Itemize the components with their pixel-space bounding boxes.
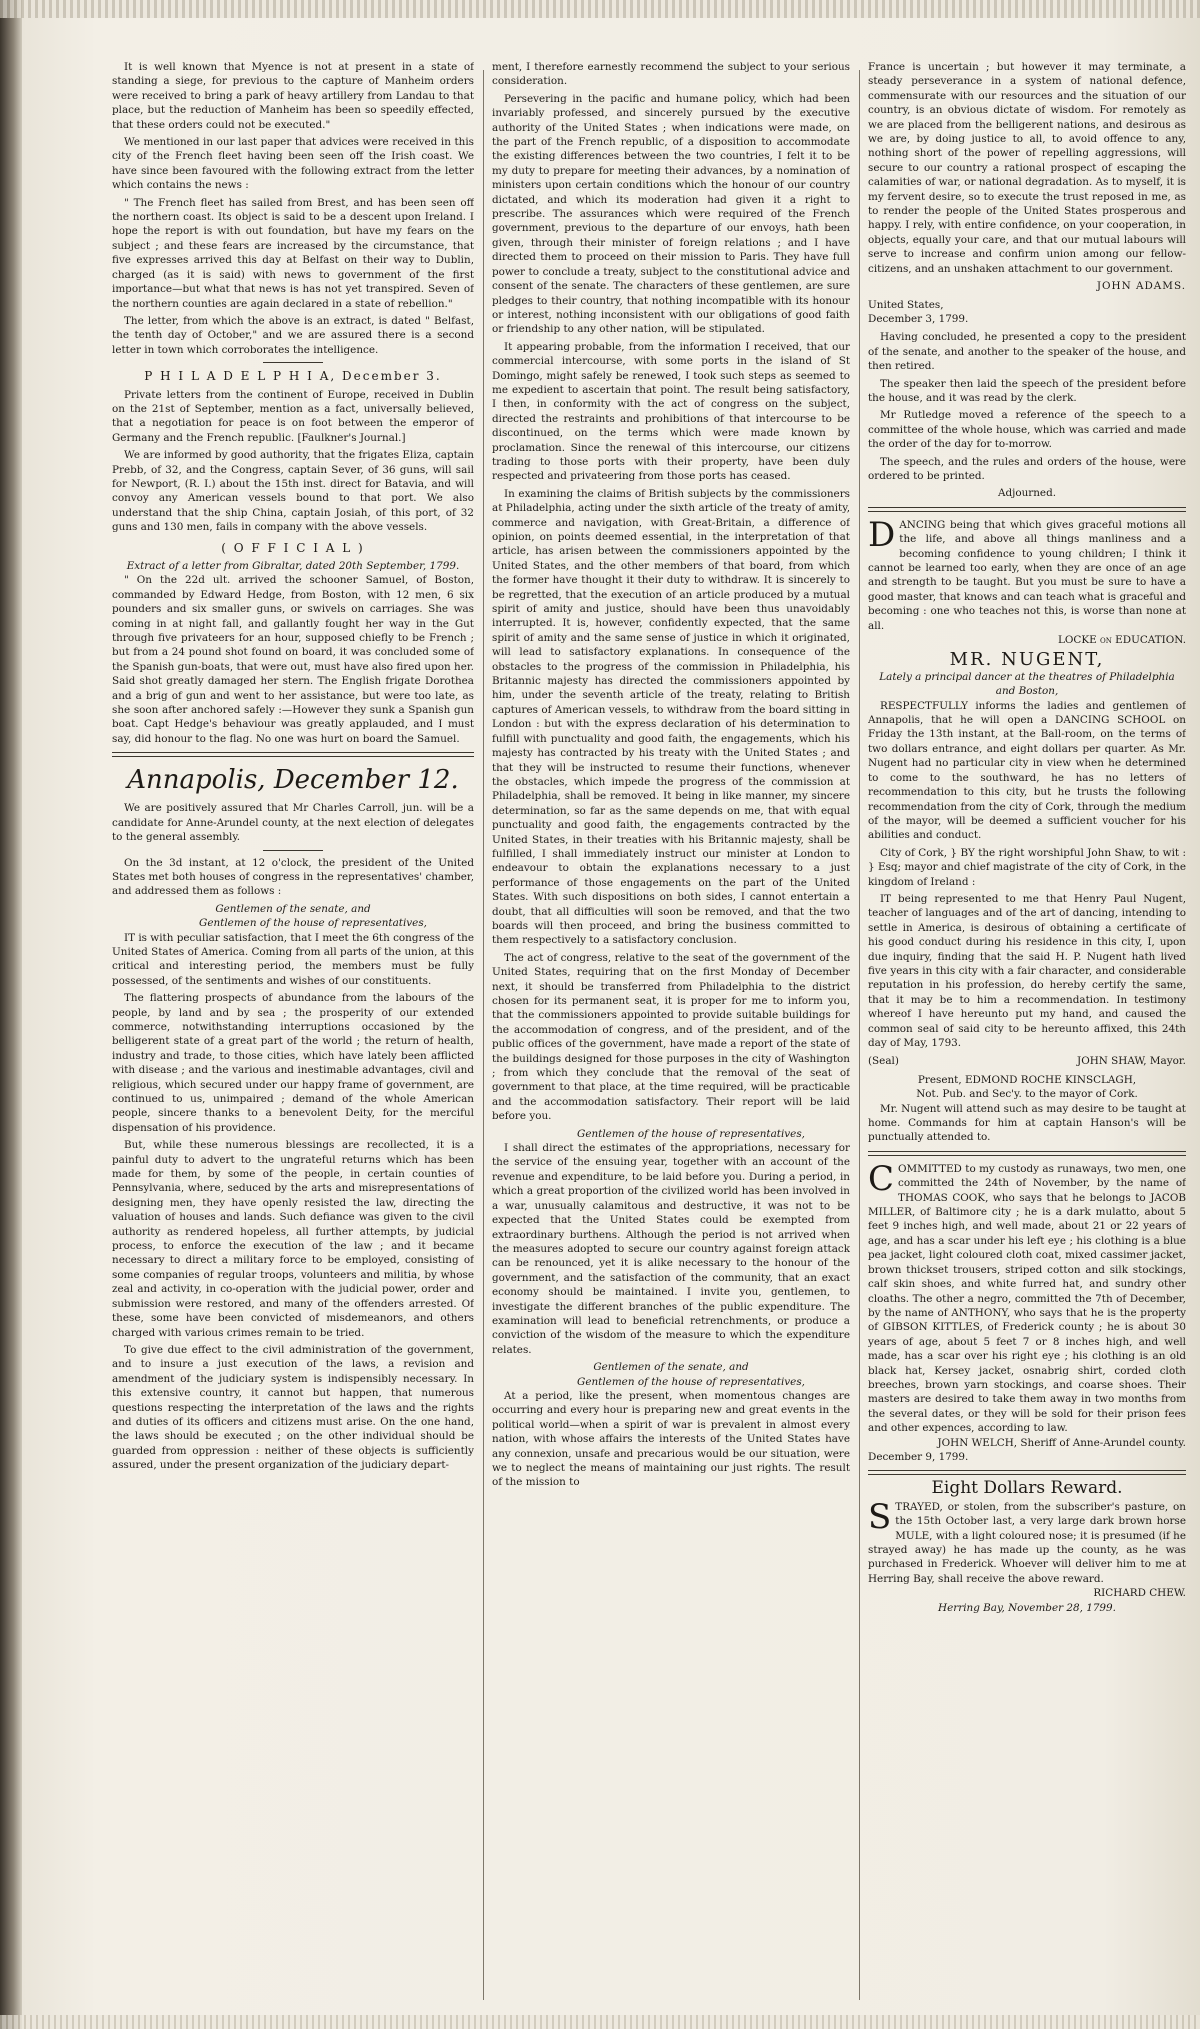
speech-pennsylvania: But, while these numerous blessings are recollected, it is a painful duty to advert to the ungrateful returns which has been made for them, by some of the people, in certain counties of Pennsylvania, where, seduced by the arts and misrepresentations of designing men, they have openly resisted the law, directing the valuation of houses and lands. Such defiance was given to the civil authority as rendered hopeless, all further attempts, by judicial process, to enforce the execution of the law ; and it became necessary to direct a military force to be employed, consisting of some companies of regular troops, volunteers and militia, by whose zeal and activity, in co-operation with the judicial power, order and submission were restored, and many of the offenders arrested. Of these, some have been convicted of misdemeanors, and others charged with various crimes remain to be tried. [112,1139,474,1339]
president-addressed-paragraph: On the 3d instant, at 12 o'clock, the president of the United States met both houses of congress in the representatives' chamber, and addressed them as follows : [112,856,474,898]
speech-prospects: The flattering prospects of abundance from the labours of the people, by land and by sea ; the prosperity of our extended commerce, notwithstanding interruptions occasioned by the belligerent state of a great part of the world ; the return of health, industry and trade, to those cities, which have lately been afflicted with disease ; and the various and inestimable advantages, civil and religious, which secured under our happy frame of government, are continued to us, unimpaired ; demand of the whole American people, sincere thanks to a benevolent Deity, for the merciful dispensation of his providence. [112,992,474,1134]
annapolis-dateline: Annapolis, December 12. [127,765,459,796]
cork-preamble: City of Cork, } BY the right worshipful John Shaw, to wit : } Esq; mayor and chief magistrate of the city of Cork, in the kingdom of Ireland : [868,846,1186,888]
column-1 [112,60,474,2005]
salutation-house: Gentlemen of the house of representatives, [199,917,427,930]
section-rule [868,1151,1186,1156]
speech-closing: France is uncertain ; but however it may terminate, a steady perseverance in a system of national defence, commensurate with our resources and the situation of our country, is an obvious dictate of wisdom. For remotely as we are placed from the belligerent nations, and desirous as we are, by doing justice to all, to avoid offence to any, nothing short of the power of repelling aggressions, will secure to our country a rational prospect of escaping the calamities of war, or national degradation. As to myself, it is my fervent desire, so to execute the trust reposed in me, as to render the people of the United States prosperous and happy. I rely, with entire confidence, on your cooperation, in objects, equally your care, and that our mutual labours will serve to increase and confirm union among our fellow-citizens, and an unshaken attachment to our government. [868,61,1186,275]
cork-signature-block [868,1054,1186,1068]
seal-mark: (Seal) [868,1055,899,1068]
belfast-letter-note: The letter, from which the above is an extract, is dated " Belfast, the tenth day of October," and we are assured there is a second letter in town which corroborates the intelligence. [112,314,474,356]
salutation-house-2: Gentlemen of the house of representatives, [577,1127,805,1140]
official-heading: ( O F F I C I A L ) [221,540,365,555]
philadelphia-dateline: P H I L A D E L P H I A, December 3. [144,369,442,384]
dancing-quote-text: ANCING being that which gives graceful motions all the life, and above all things manliness and a becoming confidence to young children; I think it cannot be learned too early, when they are once of an age and strength to be taught. But you must be sure to have a good master, that knows and can teach what is graceful and becoming : one who teaches not this, is worse than none at all. [868,518,1186,632]
frigates-paragraph: We are informed by good authority, that the frigates Eliza, captain Prebb, of 32, and the Congress, captain Sever, of 36 guns, will sail for Newport, (R. I.) about the 15th inst. direct for Batavia, and will convoy any American vessels bound to that port. We also understand that the ship China, captain Josiah, of this port, of 32 guns and 130 men, fails in company with the above vessels. [112,449,474,534]
nugent-subheading: Lately a principal dancer at the theatres of Philadelphia and Boston, [879,670,1175,698]
speech-appropriations: I shall direct the estimates of the appropriations, necessary for the service of the ensuing year, together with an account of the revenue and expenditure, to be laid before you. During a period, in which a great proportion of the civilized world has been involved in a war, unusually calamitous and destructive, it was not to be expected that the United States could be exempted from extraordinary burthens. Although the period is not arrived when the measures adopted to secure our country against foreign attack can be renounced, yet it is alike necessary to the honour of the government, and the satisfaction of the community, that an exact economy should be maintained. I invite you, gentlemen, to investigate the different branches of the public expenditure. The examination will lead to beneficial retrenchments, or produce a conviction of the wisdom of the measure to which the expenditure relates. [492,1142,850,1356]
strayed-notice [868,1496,1186,1586]
gibraltar-heading: Extract of a letter from Gibraltar, dated 20th September, 1799. [126,560,460,572]
schooner-samuel-paragraph: " On the 22d ult. arrived the schooner Samuel, of Boston, commanded by Edward Hedge, from Boston, with 12 men, 6 six pounders and six smaller guns, or swivels on carriages. She was coming in at night fall, and gallantly fought her way in the Gut through five privateers for an hour, supposed chiefly to be French ; but from a 24 pound shot found on board, it was concluded some of the Spanish gun-boats, that were out, must have also fired upon her. Said shot greatly damaged her stern. The English frigate Dorothea and a brig of gun and went to her assistance, but were too late, as she soon after anchored safely :—However they sunk a Spanish gun boat. Capt Hedge's behaviour was greatly applauded, and I must say, did honour to the flag. No one was hurt on board the Samuel. [112,574,474,745]
notary-present: Present, EDMOND ROCHE KINSCLAGH, [917,1073,1137,1086]
rutledge-paragraph: Mr Rutledge moved a reference of the speech to a committee of the whole house, which was carried and made the order of the day for to-morrow. [868,409,1186,451]
chew-dateline: Herring Bay, November 28, 1799. [938,1601,1116,1614]
section-rule [112,752,474,757]
drop-cap: D [868,514,896,555]
cork-certificate: IT being represented to me that Henry Paul Nugent, teacher of languages and of the art of dancing, intending to settle in America, is desirous of obtaining a certificate of his good conduct during his residence in this city, I, upon due inquiry, finding that the said H. P. Nugent hath lived five years in this city with a fair character, and considerable reputation in his profession, do hereby certify the same, that it may be to him a recommendation. In testimony whereof I have hereunto put my hand, and caused the common seal of said city to be hereunto affixed, this 24th day of May, 1793. [868,892,1186,1049]
adams-signature: JOHN ADAMS. [1096,280,1186,293]
carroll-candidate-paragraph: We are positively assured that Mr Charles Carroll, jun. will be a candidate for Anne-Arundel county, at the next election of delegates to the general assembly. [112,802,474,844]
column-2 [492,60,850,2005]
salutation-senate: Gentlemen of the senate, and [215,902,371,915]
torn-top-edge [0,0,1200,18]
committed-text: OMMITTED to my custody as runaways, two men, one committed the 24th of November, by the name of THOMAS COOK, who says that he belongs to JACOB MILLER, of Baltimore city ; he is a dark mulatto, about 5 feet 9 inches high, and well made, about 21 or 22 years of age, and has a scar under his left eye ; his clothing is a blue pea jacket, light coloured cloth coat, mixed cassimer jacket, brown thickset trousers, striped cotton and silk stockings, calf skin shoes, and white furred hat, and sundry other cloaths. The other a negro, committed the 7th of December, by the name of ANTHONY, who says that he is the property of GIBSON KITTLES, of Frederick county ; he is about 30 years of age, about 5 feet 7 or 8 inches high, and well made, has a scar over his right eye ; his clothing is an old black hat, Kersey jacket, osnabrig shirt, corded cloth breeches, brown yarn stockings, and coarse shoes. Their masters are desired to take them away in two months from the several dates, or they will be sold for their prison fees and other expences, according to law. [868,1162,1186,1435]
speech-seat-of-government: The act of congress, relative to the seat of the government of the United States, requiring that on the first Monday of December next, it should be transferred from Philadelphia to the district chosen for its permanent seat, it is proper for me to inform you, that the commissioners appointed to provide suitable buildings for the accommodation of congress, and of the president, and of the public offices of the government, have made a report of the state of the buildings designed for those purposes in the city of Washington ; from which they conclude that the removal of the seat of government to that place, at the time required, will be practicable and the accommodation satisfactory. Their report will be laid before you. [492,951,850,1123]
salutation-house-3: Gentlemen of the house of representatives, [577,1375,805,1388]
speech-place: United States, [868,298,944,311]
printed-paragraph: The speech, and the rules and orders of the house, were ordered to be printed. [868,455,1186,482]
torn-bottom-edge [0,2015,1200,2029]
drop-cap: S [868,1496,892,1537]
salutation-senate-2: Gentlemen of the senate, and [593,1361,749,1374]
column-divider [483,70,484,2000]
locke-attribution: LOCKE on EDUCATION. [1057,634,1186,647]
column-divider [859,70,860,2000]
strayed-text: TRAYED, or stolen, from the subscriber's pasture, on the 15th October last, a very large dark brown horse MULE, with a light coloured nose; it is presumed (if he strayed away) he has made up the county, as he was purchased in Frederick. Whoever will deliver him to me at Herring Bay, shall receive the above reward. [868,1500,1186,1585]
speech-judiciary-cont: ment, I therefore earnestly recommend the subject to your serious consideration. [492,61,850,88]
column-3 [868,60,1186,2005]
continent-letters-paragraph: Private letters from the continent of Europe, received in Dublin on the 21st of September, mention as a fact, universally believed, that a negotiation for peace is on foot between the emperor of Germany and the French republic. [Faulkner's Journal.] [112,388,474,444]
french-fleet-paragraph: We mentioned in our last paper that advices were received in this city of the French fleet having been seen off the Irish coast. We have since been favoured with the following extract from the letter which contains the news : [112,136,474,192]
notary-title: Not. Pub. and Sec'y. to the mayor of Cork. [916,1088,1138,1101]
section-rule [868,1470,1186,1475]
speech-france: Persevering in the pacific and humane policy, which had been invariably professed, and sincerely pursued by the executive authority of the United States ; when indications were made, on the part of the French republic, of a disposition to accommodate the existing differences between the two countries, I felt it to be my duty to prepare for meeting their advances, by a nomination of ministers upon certain conditions which the honour of our country dictated, and which its moderation had given it a right to prescribe. The assurances which were required of the French government, previous to the departure of our envoys, hath been given, through their minister of foreign relations ; and I have directed them to proceed on their mission to Paris. They have full power to conclude a treaty, subject to the constitutional advice and consent of the senate. The characters of these gentlemen, are sure pledges to their country, that nothing incompatible with its honour or interest, nothing inconsistent with our obligations of good faith or friendship to any other nation, will be stipulated. [492,92,850,336]
separator-dash [263,850,323,851]
nugent-announcement: RESPECTFULLY informs the ladies and gentlemen of Annapolis, that he will open a DANCING SCHOOL on Friday the 13th instant, at the Ball-room, on the terms of two dollars entrance, and eight dollars per quarter. As Mr. Nugent had no particular city in view when he determined to come to the southward, he has no letters of recommendation to this city, but he trusts the following recommendation from the city of Cork, through the medium of the mayor, will be deemed a sufficient voucher for his abilities and conduct. [868,699,1186,842]
binding-edge [0,0,22,2029]
nugent-heading: MR. NUGENT, [949,649,1105,671]
speech-dateline [868,298,1186,327]
myence-paragraph: It is well known that Myence is not at present in a state of standing a siege, for previous to the capture of Manheim orders were received to bring a park of heavy artillery from Landau to that place, but the reduction of Manheim has been so speedily effected, that these orders could not be executed." [112,61,474,131]
dancing-quote [868,514,1186,633]
nugent-home-lessons: Mr. Nugent will attend such as may desire to be taught at home. Commands for him at captain Hanson's will be punctually attended to. [868,1102,1186,1144]
section-rule [868,507,1186,512]
speaker-paragraph: The speaker then laid the speech of the president before the house, and it was read by the clerk. [868,377,1186,404]
speech-judiciary: To give due effect to the civil administration of the government, and to insure a just execution of the laws, a revision and amendment of the judiciary system is indispensibly necessary. In this extensive country, it cannot but happen, that numerous questions respecting the interpretation of the laws and the rights and duties of its officers and citizens must arise. On the one hand, the laws should be executed ; on the other individual should be guarded from oppression : neither of these objects is sufficiently assured, under the present organization of the judiciary depart- [112,1343,474,1472]
speech-british-claims: In examining the claims of British subjects by the commissioners at Philadelphia, acting under the sixth article of the treaty of amity, commerce and navigation, with Great-Britain, a difference of opinion, on points deemed essential, in the interpretation of that article, has arisen between the commissioners appointed by the United States, and the other members of that board, from which the former have thought it their duty to withdraw. It is sincerely to be regretted, that the execution of an article produced by a mutual spirit of amity and justice, should have been thus unavoidably interrupted. It is, however, confidently expected, that the same spirit of amity and the same sense of justice in which it originated, will lead to satisfactory explanations. In consequence of the obstacles to the progress of the commission in Philadelphia, his Britannic majesty has directed the commissioners appointed by him, under the seventh article of the treaty, relating to British captures of American vessels, to withdraw from the board sitting in London : but with the express declaration of his determination to fulfill with punctuality and good faith, the engagements, which his majesty has contracted by his treaty with the United States ; and that they will be instructed to resume their functions, whenever the obstacles, which impede the progress of the commission at Philadelphia, shall be removed. It being in like manner, my sincere determination, so far as the same depends on me, that with equal punctuality and good faith, the engagements contracted by the United States, in their treaties with his Britannic majesty, shall be fulfilled, I shall immediately instruct our minister at London to endeavour to obtain the explanations necessary to a just performance of those engagements on the part of the United States. With such dispositions on both sides, I cannot entertain a doubt, that all difficulties will soon be removed, and that the two boards will then proceed, and bring the business committed to them respectively to a satisfactory conclusion. [492,487,850,947]
committed-date: December 9, 1799. [868,1450,969,1463]
separator-dash [263,362,323,363]
drop-cap: C [868,1158,895,1199]
sheriff-signature: JOHN WELCH, Sheriff of Anne-Arundel county. [937,1436,1186,1449]
speech-date: December 3, 1799. [868,312,969,325]
adjourned-text: Adjourned. [997,487,1057,500]
belfast-extract: " The French fleet has sailed from Brest, and has been seen off the northern coast. Its object is said to be a descent upon Ireland. I hope the report is with out foundation, but have my fears on the subject ; and these fears are increased by the circumstance, that five expresses arrived this day at Belfast on their way to Dublin, charged (as it is said) with news to government of the first importance—but what that news is has not yet transpired. Seven of the northern counties are again declared in a state of rebellion." [112,196,474,310]
speech-opening: IT is with peculiar satisfaction, that I meet the 6th congress of the United States of America. Coming from all parts of the union, at this critical and interesting period, the members must be fully possessed, of the sentiments and wishes of our constituents. [112,931,474,987]
chew-signature: RICHARD CHEW. [1093,1587,1186,1600]
copy-presented-paragraph: Having concluded, he presented a copy to the president of the senate, and another to the speaker of the house, and then retired. [868,331,1186,373]
mayor-signature: JOHN SHAW, Mayor. [1077,1055,1186,1068]
speech-st-domingo: It appearing probable, from the information I received, that our commercial intercourse, with some ports in the island of St Domingo, might safely be renewed, I took such steps as seemed to me expedient to ascertain that point. The result being satisfactory, I then, in conformity with the act of congress on the subject, directed the restraints and prohibitions of that intercourse to be discontinued, on the terms which were made known by proclamation. Since the renewal of this intercourse, our citizens trading to those ports with their property, have been duly respected and privateering from those ports has ceased. [492,340,850,483]
committed-notice [868,1158,1186,1436]
reward-heading: Eight Dollars Reward. [931,1478,1123,1499]
speech-war-period: At a period, like the present, when momentous changes are occurring and every hour is preparing new and great events in the political world—when a spirit of war is prevalent in almost every nation, with whose affairs the interests of the United States have any connexion, unsafe and precarious would be our situation, were we to neglect the means of maintaining our just rights. The result of the mission to [492,1389,850,1489]
